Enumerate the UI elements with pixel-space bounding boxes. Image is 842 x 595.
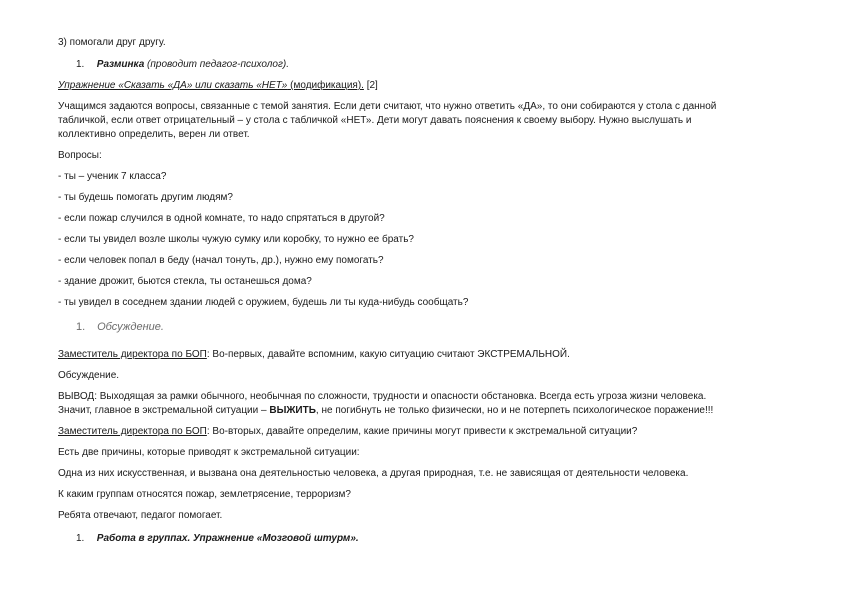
- question-text: - если человек попал в беду (начал тонуть, др.), нужно ему помогать?: [58, 255, 384, 266]
- questions-heading: [58, 149, 778, 164]
- discussion-title: Обсуждение.: [97, 321, 164, 333]
- question-item: [58, 170, 778, 185]
- question-item: [58, 275, 778, 290]
- deputy-text: : Во-первых, давайте вспомним, какую ситуацию считают ЭКСТРЕМАЛЬНОЙ.: [206, 349, 570, 360]
- list-number: 1.: [76, 59, 85, 70]
- conclusion-text-2a: Значит, главное в экстремальной ситуации –: [58, 405, 270, 416]
- causes-text: Есть две причины, которые приводят к экстремальной ситуации:: [58, 447, 360, 458]
- questions-heading-text: Вопросы:: [58, 150, 102, 161]
- question-item: [58, 191, 778, 206]
- groups-question-text: К каким группам относятся пожар, землетрясение, терроризм?: [58, 489, 351, 500]
- question-text: - здание дрожит, бьются стекла, ты останешься дома?: [58, 276, 312, 287]
- deputy-line-2: [58, 425, 778, 440]
- deputy-line-1: [58, 348, 778, 363]
- instructions-text-3: коллективно определить, верен ли ответ.: [58, 129, 250, 140]
- conclusion-line-2: [58, 404, 778, 419]
- discussion-line: [58, 369, 778, 384]
- group-work-title: Работа в группах. Упражнение «Мозговой штурм».: [96, 533, 359, 544]
- causes-line: [58, 446, 778, 461]
- conclusion-text-1: ВЫВОД: Выходящая за рамки обычного, необычная по сложности, трудности и опасности обстановка. Всегда есть угроза жизни человека.: [58, 391, 707, 402]
- deputy-text: : Во-вторых, давайте определим, какие причины могут привести к экстремальной ситуации?: [206, 426, 638, 437]
- question-text: - если пожар случился в одной комнате, то надо спрятаться в другой?: [58, 213, 385, 224]
- children-answer-line: [58, 509, 778, 524]
- group-work-item: [76, 532, 796, 547]
- groups-question-line: [58, 488, 778, 503]
- instructions-line-2: [58, 114, 778, 129]
- instructions-text-2: табличкой, если ответ отрицательный – у стола с табличкой «НЕТ». Дети могут давать пояснения к своему выбору. Нужно выслушать и: [58, 115, 692, 126]
- question-text: - ты будешь помогать другим людям?: [58, 192, 233, 203]
- question-text: - если ты увидел возле школы чужую сумку или коробку, то нужно ее брать?: [58, 234, 414, 245]
- instructions-line-3: [58, 128, 778, 143]
- question-text: - ты увидел в соседнем здании людей с оружием, будешь ли ты куда-нибудь сообщать?: [58, 297, 469, 308]
- causes-detail-line: [58, 467, 778, 482]
- conclusion-line-1: [58, 390, 778, 405]
- children-answer-text: Ребята отвечают, педагог помогает.: [58, 510, 223, 521]
- conclusion-text-2c: , не погибнуть не только физически, но и не потерпеть психологическое поражение!!!: [315, 405, 714, 416]
- question-item: [58, 233, 778, 248]
- exercise-ref: [2]: [363, 80, 378, 91]
- question-item: [58, 254, 778, 269]
- list-number: 1.: [76, 533, 85, 544]
- question-item: [58, 296, 778, 311]
- exercise-heading: [58, 79, 778, 94]
- exercise-title: Упражнение «Сказать «ДА» или сказать «НЕТ»: [58, 80, 288, 91]
- question-text: - ты – ученик 7 класса?: [58, 171, 167, 182]
- instructions-text-1: Учащимся задаются вопросы, связанные с темой занятия. Если дети считают, что нужно ответить «ДА», то они собираются у стола с данной: [58, 101, 717, 112]
- exercise-modification: (модификация).: [287, 80, 364, 91]
- intro-line: [58, 36, 778, 51]
- deputy-label: Заместитель директора по БОП: [58, 349, 207, 360]
- warmup-rest: (проводит педагог-психолог).: [144, 59, 289, 70]
- discussion-text: Обсуждение.: [58, 370, 120, 381]
- instructions-line-1: [58, 100, 778, 115]
- question-item: [58, 212, 778, 227]
- deputy-label: Заместитель директора по БОП: [58, 426, 207, 437]
- list-number: 1.: [76, 321, 86, 333]
- warmup-item: [76, 58, 796, 73]
- conclusion-emphasis: ВЫЖИТЬ: [269, 405, 316, 416]
- warmup-title: Разминка: [96, 59, 145, 70]
- intro-text: 3) помогали друг другу.: [58, 37, 166, 48]
- discussion-heading: [76, 320, 796, 335]
- causes-detail-text: Одна из них искусственная, и вызвана она деятельностью человека, а другая природная, т.е. не зависящая от деятельности человека.: [58, 468, 689, 479]
